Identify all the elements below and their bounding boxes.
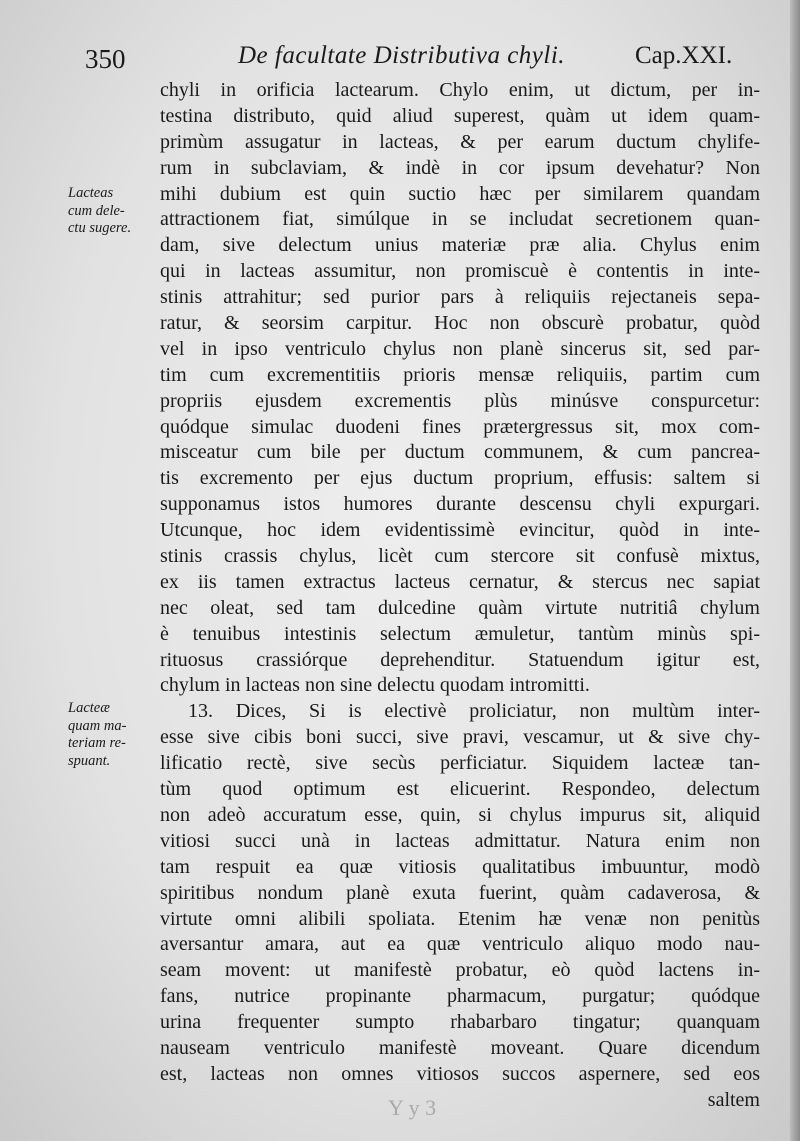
text-line: stinis attrahitur; sed purior pars à reliquiis rejectaneis sepa- xyxy=(160,286,760,309)
text-line: non adeò accuratum esse, quin, si chylus impurus sit, aliquid xyxy=(160,803,760,826)
text-line: vel in ipso ventriculo chylus non planè sincerus sit, sed par- xyxy=(160,337,760,360)
text-line: misceatur cum bile per ductum communem, & cum pancrea- xyxy=(160,441,760,464)
text-line: tam respuit ea quæ vitiosis qualitatibus imbuuntur, modò xyxy=(160,855,760,878)
text-line: mihi dubium est quin suctio hæc per similarem quandam xyxy=(160,182,760,205)
margin-note-lacteae xyxy=(68,700,168,770)
margin-note-line: Lacteas xyxy=(68,185,114,201)
text-line: ex iis tamen extractus lacteus cernatur, & stercus nec sapiat xyxy=(160,570,760,593)
body-text xyxy=(160,78,760,1114)
margin-notes xyxy=(60,0,160,1141)
text-line: urina frequenter sumpto rhabarbaro tingatur; quanquam xyxy=(160,1011,760,1034)
text-line: 13. Dices, Si is electivè proliciatur, non multùm inter- xyxy=(188,700,760,723)
text-line: Utcunque, hoc idem evidentissimè evincitur, quòd in inte- xyxy=(160,519,760,542)
text-line: ratur, & seorsim carpitur. Hoc non obscurè probatur, quòd xyxy=(160,312,760,335)
text-line: primùm assugatur in lacteas, & per earum ductum chylife- xyxy=(160,130,760,153)
text-line: qui in lacteas assumitur, non promiscuè è contentis in inte- xyxy=(160,260,760,283)
text-line: tùm quod optimum est elicuerint. Respondeo, delectum xyxy=(160,778,760,801)
page-number: 350 xyxy=(85,44,126,74)
chapter-label: Cap.XXI. xyxy=(635,42,733,69)
margin-note-line: spuant. xyxy=(68,752,111,769)
text-line: testina distributo, quid aliud superest, quàm ut idem quam- xyxy=(160,104,760,127)
text-line: virtute omni alibili spoliata. Etenim hæ venæ non penitùs xyxy=(160,907,760,930)
text-line: supponamus istos humores durante descensu chyli expurgari. xyxy=(160,493,760,516)
text-line: vitiosi succi unà in lacteas admittatur. Natura enim non xyxy=(160,829,760,852)
text-line: tis excremento per ejus ductum proprium, effusis: saltem si xyxy=(160,467,760,490)
text-line: spiritibus nondum planè exuta fuerint, quàm cadaverosa, & xyxy=(160,881,760,904)
text-line: chyli in orificia lactearum. Chylo enim, ut dictum, per in- xyxy=(160,79,760,101)
margin-note-line: cum dele- xyxy=(68,202,125,219)
text-line: propriis ejusdem excrementis plùs minúsve conspurcetur: xyxy=(160,389,760,412)
text-line: attractionem fiat, simúlque in se includat secretionem quan- xyxy=(160,208,760,231)
text-line: dam, sive delectum unius materiæ præ alia. Chylus enim xyxy=(160,234,760,257)
margin-note-line: teriam re- xyxy=(68,735,126,751)
text-line: è tenuibus intestinis selectum æmuletur, tantùm minùs spi- xyxy=(160,622,760,645)
text-line: fans, nutrice propinante pharmacum, purgatur; quódque xyxy=(160,985,760,1008)
text-line: lificatio rectè, sive secùs perficiatur. Siquidem lacteæ tan- xyxy=(160,752,760,775)
text-line: saltem xyxy=(707,1088,760,1111)
text-line: stinis crassis chylus, licèt cum stercore sit confusè mixtus, xyxy=(160,545,760,568)
text-line: nec oleat, sed tam dulcedine quàm virtute nutritiâ chylum xyxy=(160,596,760,619)
margin-note-line: ctu sugere. xyxy=(68,220,132,236)
text-line: rum in subclaviam, & indè in cor ipsum devehatur? Non xyxy=(160,156,760,179)
text-line: seam movent: ut manifestè probatur, eò quòd lactens in- xyxy=(160,959,760,982)
margin-note-lacteas xyxy=(68,185,168,238)
margin-note-line: quam ma- xyxy=(68,717,127,734)
text-line: quódque simulac duodeni fines prætergressus sit, mox com- xyxy=(160,415,760,438)
text-line: rituosus crassiórque deprehenditur. Statuendum igitur est, xyxy=(160,648,760,671)
text-line: esse sive cibis boni succi, sive pravi, vescamur, ut & sive chy- xyxy=(160,726,760,749)
page-edge-shadow xyxy=(790,0,800,1141)
text-line: nauseam ventriculo manifestè moveant. Quare dicendum xyxy=(160,1036,760,1059)
running-title: De facultate Distributiva chyli. xyxy=(238,42,566,69)
signature-mark: Y y 3 xyxy=(388,1095,437,1120)
margin-note-line: Lacteæ xyxy=(68,700,110,716)
text-line: est, lacteas non omnes vitiosos succos aspernere, sed eos xyxy=(160,1062,760,1085)
text-line: aversantur amara, aut ea quæ ventriculo aliquo modo nau- xyxy=(160,933,760,956)
text-line: tim cum excrementitiis prioris mensæ reliquiis, partim cum xyxy=(160,363,760,386)
text-line: chylum in lacteas non sine delectu quodam intromitti. xyxy=(160,674,590,697)
